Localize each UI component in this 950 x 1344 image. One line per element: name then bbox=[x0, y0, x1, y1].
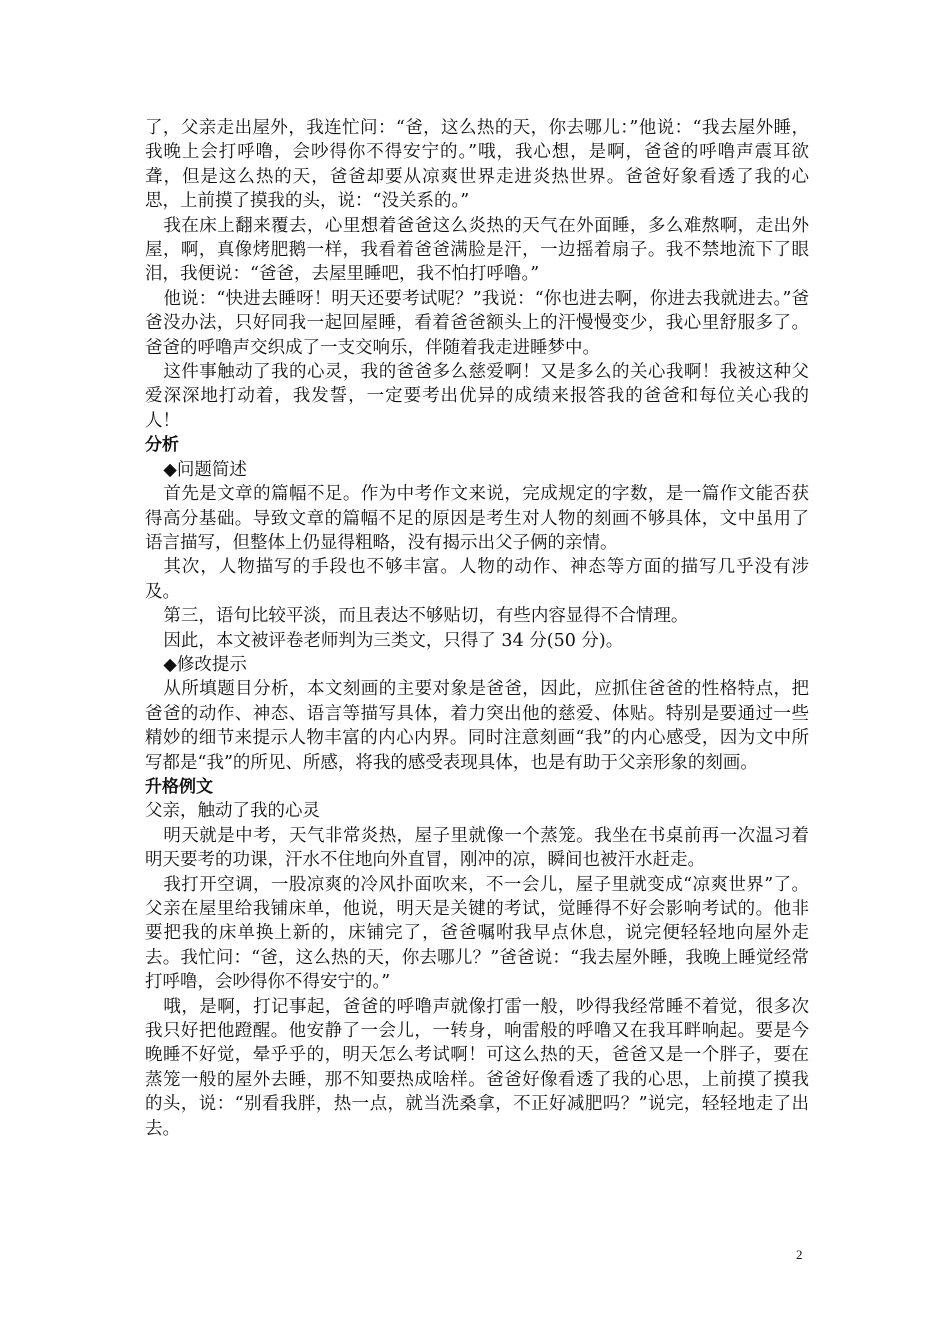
revision-subheading: ◆修改提示 bbox=[163, 654, 247, 675]
example-paragraph: 明天就是中考，天气非常炎热，屋子里就像一个蒸笼。我坐在书桌前再一次温习着明天要考的功课，汗水不住地向外直冒，刚冲的凉，瞬间也被汗水赶走。 bbox=[145, 825, 809, 871]
analysis-paragraph: 首先是文章的篇幅不足。作为中考作文来说，完成规定的字数，是一篇作文能否获得高分基础。导致文章的篇幅不足的原因是考生对人物的刻画不够具体，文中虽用了语言描写，但整体上仍显得粗略，没有揭示出父子俩的亲情。 bbox=[145, 484, 809, 553]
example-heading: 升格例文 bbox=[145, 776, 213, 797]
example-paragraph: 哦，是啊，打记事起，爸爸的呼噜声就像打雷一般，吵得我经常睡不着觉，很多次我只好把他蹬醒。他安静了一会儿，一转身，响雷般的呼噜又在我耳畔响起。要是今晚睡不好觉，晕乎乎的，明天怎么考试啊！可这么热的天，爸爸又是一个胖子，要在蒸笼一般的屋外去睡，那不知要热成啥样。爸爸好像看透了我的心思，上前摸了摸我的头，说：“别看我胖，热一点，就当洗桑拿，不正好减肥吗？”说完，轻轻地走了出去。 bbox=[145, 996, 809, 1139]
analysis-paragraph: 第三，语句比较平淡，而且表达不够贴切，有些内容显得不合情理。 bbox=[163, 606, 689, 627]
essay-paragraph: 我在床上翻来覆去，心里想着爸爸这么炎热的天气在外面睡，多么难熬啊，走出外屋，啊，真像烤肥鹅一样，我看着爸爸满脸是汗，一边摇着扇子。我不禁地流下了眼泪，我便说：“爸爸，去屋里睡吧，我不怕打呼噜。” bbox=[145, 215, 809, 285]
example-title: 父亲，触动了我的心灵 bbox=[145, 801, 320, 822]
problem-subheading: ◆问题简述 bbox=[163, 459, 247, 480]
analysis-paragraph: 其次，人物描写的手段也不够丰富。人物的动作、神态等方面的描写几乎没有涉及。 bbox=[145, 557, 809, 602]
analysis-heading: 分析 bbox=[145, 435, 179, 456]
essay-paragraph: 他说：“快进去睡呀！明天还要考试呢？”我说：“你也进去啊，你进去我就进去。”爸爸没办法，只好同我一起回屋睡，看着爸爸额头上的汗慢慢变少，我心里舒服多了。爸爸的呼噜声交织成了一支交响乐，伴随着我走进睡梦中。 bbox=[145, 288, 809, 358]
page-number: 2 bbox=[796, 1247, 803, 1262]
essay-paragraph: 这件事触动了我的心灵，我的爸爸多么慈爱啊！又是多么的关心我啊！我被这种父爱深深地打动着，我发誓，一定要考出优异的成绩来报答我的爸爸和每位关心我的人！ bbox=[145, 362, 809, 431]
analysis-paragraph: 因此，本文被评卷老师判为三类文，只得了 34 分(50 分)。 bbox=[163, 630, 624, 651]
document-page bbox=[145, 116, 809, 1141]
revision-paragraph: 从所填题目分析，本文刻画的主要对象是爸爸，因此，应抓住爸爸的性格特点，把爸爸的动作、神态、语言等描写具体，着力突出他的慈爱、体贴。特别是要通过一些精妙的细节来提示人物丰富的内心内界。同时注意刻画“我”的内心感受，因为文中所写都是“我”的所见、所感，将我的感受表现具体，也是有助于父亲形象的刻画。 bbox=[145, 679, 809, 773]
example-paragraph: 我打开空调，一股凉爽的冷风扑面吹来，不一会儿，屋子里就变成“凉爽世界”了。父亲在屋里给我铺床单，他说，明天是关键的考试，觉睡得不好会影响考试的。他非要把我的床单换上新的，床铺完了，爸爸嘱咐我早点休息，说完便轻轻地向屋外走去。我忙问：“爸，这么热的天，你去哪儿？”爸爸说：“我去屋外睡，我晚上睡觉经常打呼噜，会吵得你不得安宁的。” bbox=[145, 874, 809, 993]
essay-paragraph: 了，父亲走出屋外，我连忙问：“爸，这么热的天，你去哪儿：”他说：“我去屋外睡，我晚上会打呼噜，会吵得你不得安宁的。”哦，我心想，是啊，爸爸的呼噜声震耳欲聋，但是这么热的天，爸爸却要从凉爽世界走进炎热世界。爸爸好象看透了我的心思，上前摸了摸我的头，说：“没关系的。” bbox=[145, 118, 809, 212]
